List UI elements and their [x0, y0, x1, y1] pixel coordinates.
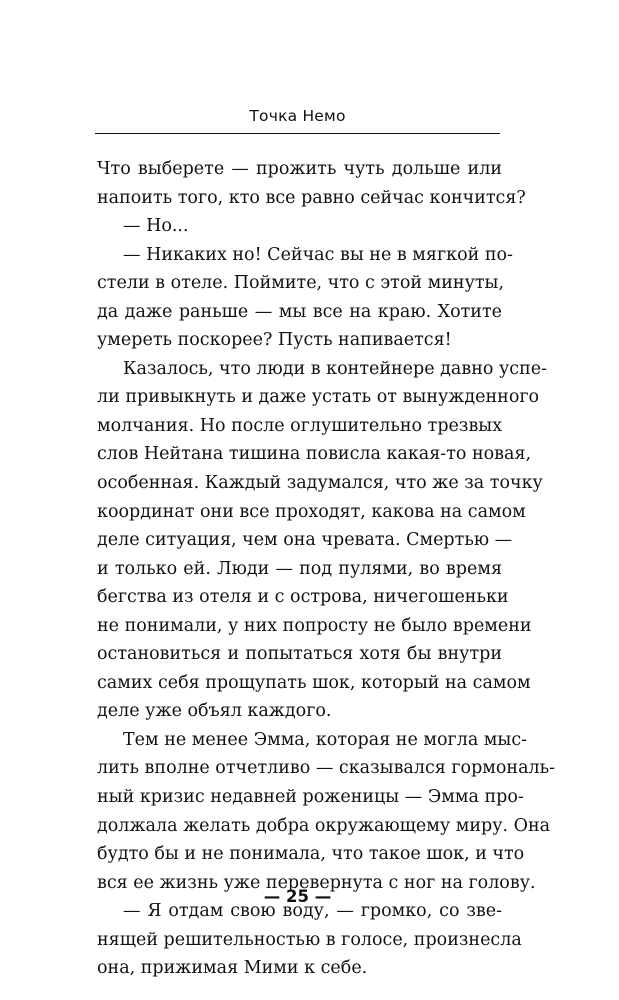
- page-body-text: [97, 155, 556, 983]
- text-line: Казалось, что люди в контейнере давно успе-: [123, 358, 548, 379]
- text-line: не понимали, у них попросту не было времени: [97, 615, 532, 636]
- text-line: деле уже объял каждого.: [97, 701, 332, 722]
- text-line: Что выберете — прожить чуть дольше или: [97, 159, 502, 179]
- text-line: особенная. Каждый задумался, что же за точку: [97, 473, 543, 494]
- text-line: лить вполне отчетливо — сказывался гормональ-: [97, 758, 556, 779]
- text-line: должала желать добра окружающему миру. Она: [97, 815, 551, 836]
- text-line: — Никаких но! Сейчас вы не в мягкой по-: [123, 244, 513, 265]
- text-line: деле ситуация, чем она чревата. Смертью —: [97, 530, 513, 551]
- text-line: вся ее жизнь уже перевернута с ног на голову.: [97, 872, 536, 893]
- text-line: она, прижимая Мими к себе.: [97, 958, 368, 979]
- text-line: бегства из отеля и с острова, ничегошеньки: [97, 587, 509, 608]
- text-line: стели в отеле. Поймите, что с этой минуты,: [97, 273, 505, 294]
- text-line: слов Нейтана тишина повисла какая-то новая,: [97, 444, 532, 465]
- text-line: ли привыкнуть и даже устать от вынужденного: [97, 387, 540, 408]
- text-line: Тем не менее Эмма, которая не могла мыс-: [123, 729, 528, 750]
- text-line: — Но...: [123, 216, 189, 237]
- text-line: да даже раньше — мы все на краю. Хотите: [97, 301, 502, 322]
- text-line: остановиться и попытаться хотя бы внутри: [97, 644, 502, 665]
- text-line: будто бы и не понимала, что такое шок, и что: [97, 844, 525, 865]
- text-line: ный кризис недавней роженицы — Эмма про-: [97, 787, 524, 808]
- text-line: — Я отдам свою воду, — громко, со зве-: [123, 901, 502, 922]
- text-line: и только ей. Люди — под пулями, во время: [97, 558, 502, 579]
- text-line: нящей решительностью в голосе, произнесла: [97, 929, 522, 950]
- page-number: — 25 —: [263, 887, 332, 906]
- header-rule: [95, 133, 500, 134]
- text-line: напоить того, кто все равно сейчас кончится?: [97, 187, 526, 208]
- running-header-title: Точка Немо: [249, 107, 346, 125]
- text-line: молчания. Но после оглушительно трезвых: [97, 415, 503, 436]
- text-line: умереть поскорее? Пусть напивается!: [97, 330, 452, 351]
- text-line: координат они все проходят, какова на самом: [97, 501, 526, 522]
- text-line: самих себя прощупать шок, который на самом: [97, 672, 531, 693]
